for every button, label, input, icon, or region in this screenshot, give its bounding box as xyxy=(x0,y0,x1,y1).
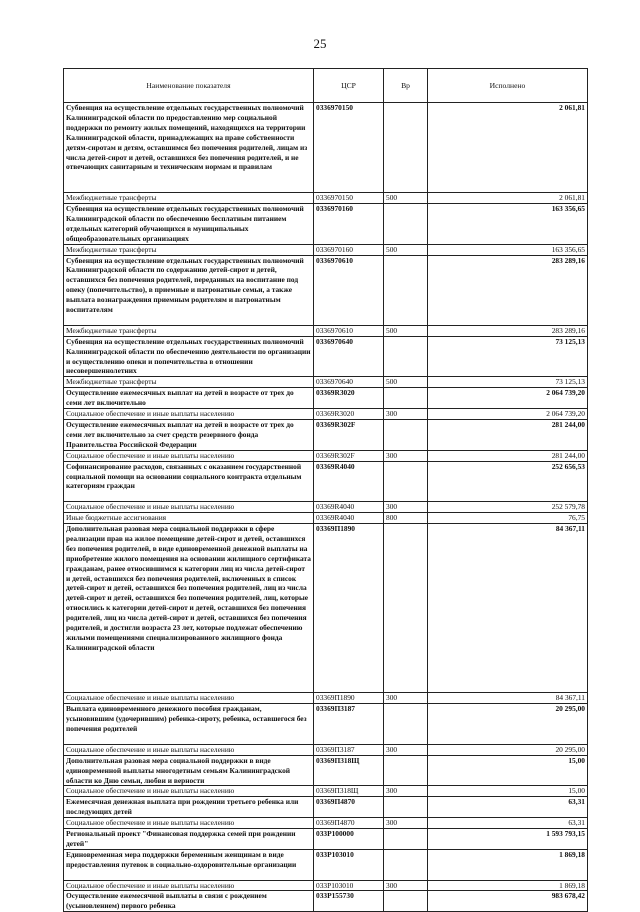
table-row xyxy=(64,409,588,420)
row-amount-cell: 163 356,65 xyxy=(428,244,588,255)
row-amount-cell: 84 367,11 xyxy=(428,693,588,704)
row-vr-cell xyxy=(384,419,428,450)
table-row xyxy=(64,513,588,524)
header-name: Наименование показателя xyxy=(64,69,314,103)
row-name-cell: Осуществление ежемесячных выплат на детей в возрасте от трех до семи лет включительно за счет средств резервного фонда Правительства Российской Федерации xyxy=(64,419,314,450)
row-amount-cell: 15,00 xyxy=(428,755,588,786)
row-csr-cell: 0336970160 xyxy=(314,244,384,255)
row-vr-cell xyxy=(384,103,428,193)
row-name-cell: Осуществление ежемесячной выплаты в связи с рождением (усыновлением) первого ребенка xyxy=(64,891,314,912)
table-row xyxy=(64,244,588,255)
row-csr-cell: 03369П3187 xyxy=(314,704,384,745)
row-csr-cell: 03369П318Щ xyxy=(314,786,384,797)
row-amount-cell: 1 593 793,15 xyxy=(428,829,588,850)
row-amount-cell: 84 367,11 xyxy=(428,524,588,693)
row-amount-cell: 1 869,18 xyxy=(428,849,588,880)
row-name-cell: Социальное обеспечение и иные выплаты населению xyxy=(64,786,314,797)
row-vr-cell: 500 xyxy=(384,325,428,336)
row-name-cell: Межбюджетные трансферты xyxy=(64,325,314,336)
row-csr-cell: 03369П1890 xyxy=(314,524,384,693)
row-csr-cell: 03369П318Щ xyxy=(314,755,384,786)
row-amount-cell: 2 064 739,20 xyxy=(428,388,588,409)
row-amount-cell: 252 579,78 xyxy=(428,502,588,513)
table-row xyxy=(64,829,588,850)
row-vr-cell: 300 xyxy=(384,786,428,797)
budget-table xyxy=(63,68,588,912)
row-name-cell: Дополнительная разовая мера социальной поддержки в сфере реализации прав на жилое помещение детей-сирот и детей, оставшихся без попечения родителей, в виде единовременной денежной выплаты на приобретение жилого помещения на основании жилищного сертификата гражданам, ранее относившимся к категории лиц из числа детей-сирот и детей, оставшихся без попечения родителей, включенных в список детей-сирот и детей, оставшихся без попечения родителей, лиц из числа детей-сирот и детей, оставшихся без попечения родителей, лиц, которые относились к категории детей-сирот и детей, оставшихся без попечения родителей, лиц из числа детей-сирот и детей, оставшихся без попечения родителей, и достигли возраста 23 лет, которые подлежат обеспечению жилыми помещениями специализированного жилищного фонда Калининградской области xyxy=(64,524,314,693)
row-name-cell: Социальное обеспечение и иные выплаты населению xyxy=(64,744,314,755)
row-csr-cell: 0336970610 xyxy=(314,255,384,325)
row-vr-cell: 300 xyxy=(384,693,428,704)
table-row xyxy=(64,755,588,786)
row-vr-cell xyxy=(384,204,428,245)
row-vr-cell: 500 xyxy=(384,377,428,388)
row-csr-cell: 033P155730 xyxy=(314,891,384,912)
table-row xyxy=(64,818,588,829)
row-vr-cell: 300 xyxy=(384,502,428,513)
table-row xyxy=(64,450,588,461)
row-csr-cell: 033P103010 xyxy=(314,880,384,891)
row-amount-cell: 73 125,13 xyxy=(428,336,588,377)
table-row xyxy=(64,193,588,204)
row-amount-cell: 2 061,81 xyxy=(428,103,588,193)
row-csr-cell: 03369П4870 xyxy=(314,797,384,818)
row-csr-cell: 0336970610 xyxy=(314,325,384,336)
row-csr-cell: 03369R3020 xyxy=(314,409,384,420)
row-vr-cell xyxy=(384,891,428,912)
table-row xyxy=(64,325,588,336)
table-row xyxy=(64,797,588,818)
table-row xyxy=(64,704,588,745)
row-amount-cell: 2 064 739,20 xyxy=(428,409,588,420)
row-name-cell: Субвенция на осуществление отдельных государственных полномочий Калининградской области по обеспечению деятельности по организации и осуществлению опеки и попечительства в отношении несовершеннолетних xyxy=(64,336,314,377)
row-vr-cell xyxy=(384,829,428,850)
row-name-cell: Региональный проект "Финансовая поддержка семей при рождении детей" xyxy=(64,829,314,850)
row-csr-cell: 03369R4040 xyxy=(314,461,384,502)
table-row xyxy=(64,204,588,245)
header-csr: ЦСР xyxy=(314,69,384,103)
row-name-cell: Субвенция на осуществление отдельных государственных полномочий Калининградской области по предоставлению мер социальной поддержки по ремонту жилых помещений, находящихся на территории Калининградской области, принадлежащих на праве собственности детям-сиротам и детям, оставшимся без попечения родителей, лицам из числа детей-сирот и детей, оставшихся без попечения родителей, и не отвечающих санитарным и техническим нормам и правилам xyxy=(64,103,314,193)
row-name-cell: Межбюджетные трансферты xyxy=(64,244,314,255)
row-vr-cell xyxy=(384,704,428,745)
table-row xyxy=(64,880,588,891)
row-vr-cell xyxy=(384,336,428,377)
row-csr-cell: 0336970640 xyxy=(314,336,384,377)
row-name-cell: Софинансирование расходов, связанных с оказанием государственной социальной помощи на основании социального контракта отдельным категориям граждан xyxy=(64,461,314,502)
row-name-cell: Дополнительная разовая мера социальной поддержки в виде единовременной выплаты многодетным семьям Калининградской области ко Дню семьи, любви и верности xyxy=(64,755,314,786)
row-vr-cell: 500 xyxy=(384,244,428,255)
row-csr-cell: 0336970150 xyxy=(314,103,384,193)
table-row xyxy=(64,103,588,193)
row-csr-cell: 03369R4040 xyxy=(314,502,384,513)
row-amount-cell: 2 061,81 xyxy=(428,193,588,204)
row-csr-cell: 033P100000 xyxy=(314,829,384,850)
row-name-cell: Единовременная мера поддержки беременным женщинам в виде предоставления путевок в социально-оздоровительные организации xyxy=(64,849,314,880)
row-name-cell: Социальное обеспечение и иные выплаты населению xyxy=(64,880,314,891)
row-vr-cell: 300 xyxy=(384,880,428,891)
row-vr-cell: 800 xyxy=(384,513,428,524)
table-header-row xyxy=(64,69,588,103)
row-amount-cell: 20 295,00 xyxy=(428,744,588,755)
row-amount-cell: 163 356,65 xyxy=(428,204,588,245)
row-vr-cell xyxy=(384,755,428,786)
row-name-cell: Субвенция на осуществление отдельных государственных полномочий Калининградской области по содержанию детей-сирот и детей, оставшихся без попечения родителей, переданных на воспитание под опеку (попечительство), в приемные и патронатные семьи, а также выплата вознаграждения приемным родителям и патронатным воспитателям xyxy=(64,255,314,325)
table-row xyxy=(64,849,588,880)
row-csr-cell: 0336970640 xyxy=(314,377,384,388)
row-vr-cell: 300 xyxy=(384,744,428,755)
row-name-cell: Социальное обеспечение и иные выплаты населению xyxy=(64,409,314,420)
row-amount-cell: 1 869,18 xyxy=(428,880,588,891)
row-csr-cell: 03369R3020 xyxy=(314,388,384,409)
row-amount-cell: 63,31 xyxy=(428,818,588,829)
row-name-cell: Субвенция на осуществление отдельных государственных полномочий Калининградской области по обеспечению бесплатным питанием отдельных категорий обучающихся в муниципальных общеобразовательных организациях xyxy=(64,204,314,245)
row-name-cell: Социальное обеспечение и иные выплаты населению xyxy=(64,818,314,829)
row-name-cell: Социальное обеспечение и иные выплаты населению xyxy=(64,693,314,704)
row-amount-cell: 20 295,00 xyxy=(428,704,588,745)
table-row xyxy=(64,461,588,502)
row-csr-cell: 0336970160 xyxy=(314,204,384,245)
row-vr-cell: 500 xyxy=(384,193,428,204)
header-vr: Вр xyxy=(384,69,428,103)
row-csr-cell: 0336970150 xyxy=(314,193,384,204)
row-vr-cell xyxy=(384,524,428,693)
table-row xyxy=(64,524,588,693)
row-amount-cell: 15,00 xyxy=(428,786,588,797)
table-body xyxy=(64,103,588,912)
row-vr-cell: 300 xyxy=(384,818,428,829)
row-csr-cell: 03369R302F xyxy=(314,419,384,450)
row-csr-cell: 03369R4040 xyxy=(314,513,384,524)
row-vr-cell xyxy=(384,461,428,502)
row-vr-cell xyxy=(384,255,428,325)
table-row xyxy=(64,419,588,450)
row-amount-cell: 283 289,16 xyxy=(428,255,588,325)
table-row xyxy=(64,502,588,513)
row-name-cell: Социальное обеспечение и иные выплаты населению xyxy=(64,502,314,513)
table-row xyxy=(64,744,588,755)
row-vr-cell xyxy=(384,797,428,818)
row-amount-cell: 983 678,42 xyxy=(428,891,588,912)
row-name-cell: Ежемесячная денежная выплата при рождении третьего ребенка или последующих детей xyxy=(64,797,314,818)
table-row xyxy=(64,255,588,325)
row-name-cell: Социальное обеспечение и иные выплаты населению xyxy=(64,450,314,461)
row-vr-cell xyxy=(384,388,428,409)
row-csr-cell: 03369П4870 xyxy=(314,818,384,829)
row-amount-cell: 283 289,16 xyxy=(428,325,588,336)
row-amount-cell: 63,31 xyxy=(428,797,588,818)
table-row xyxy=(64,891,588,912)
row-name-cell: Иные бюджетные ассигнования xyxy=(64,513,314,524)
row-csr-cell: 03369П1890 xyxy=(314,693,384,704)
row-name-cell: Выплата единовременного денежного пособия гражданам, усыновившим (удочерившим) ребенка-сироту, ребенка, оставшегося без попечения родителей xyxy=(64,704,314,745)
page-number: 25 xyxy=(313,36,327,51)
row-name-cell: Межбюджетные трансферты xyxy=(64,193,314,204)
row-csr-cell: 03369П3187 xyxy=(314,744,384,755)
row-amount-cell: 73 125,13 xyxy=(428,377,588,388)
table-row xyxy=(64,786,588,797)
header-amount: Исполнено xyxy=(428,69,588,103)
row-vr-cell: 300 xyxy=(384,409,428,420)
row-amount-cell: 281 244,00 xyxy=(428,450,588,461)
row-amount-cell: 76,75 xyxy=(428,513,588,524)
table-row xyxy=(64,336,588,377)
row-amount-cell: 281 244,00 xyxy=(428,419,588,450)
table-row xyxy=(64,377,588,388)
row-csr-cell: 033P103010 xyxy=(314,849,384,880)
row-vr-cell: 300 xyxy=(384,450,428,461)
row-csr-cell: 03369R302F xyxy=(314,450,384,461)
table-row xyxy=(64,388,588,409)
table-row xyxy=(64,693,588,704)
row-amount-cell: 252 656,53 xyxy=(428,461,588,502)
row-name-cell: Осуществление ежемесячных выплат на детей в возрасте от трех до семи лет включительно xyxy=(64,388,314,409)
row-name-cell: Межбюджетные трансферты xyxy=(64,377,314,388)
row-vr-cell xyxy=(384,849,428,880)
